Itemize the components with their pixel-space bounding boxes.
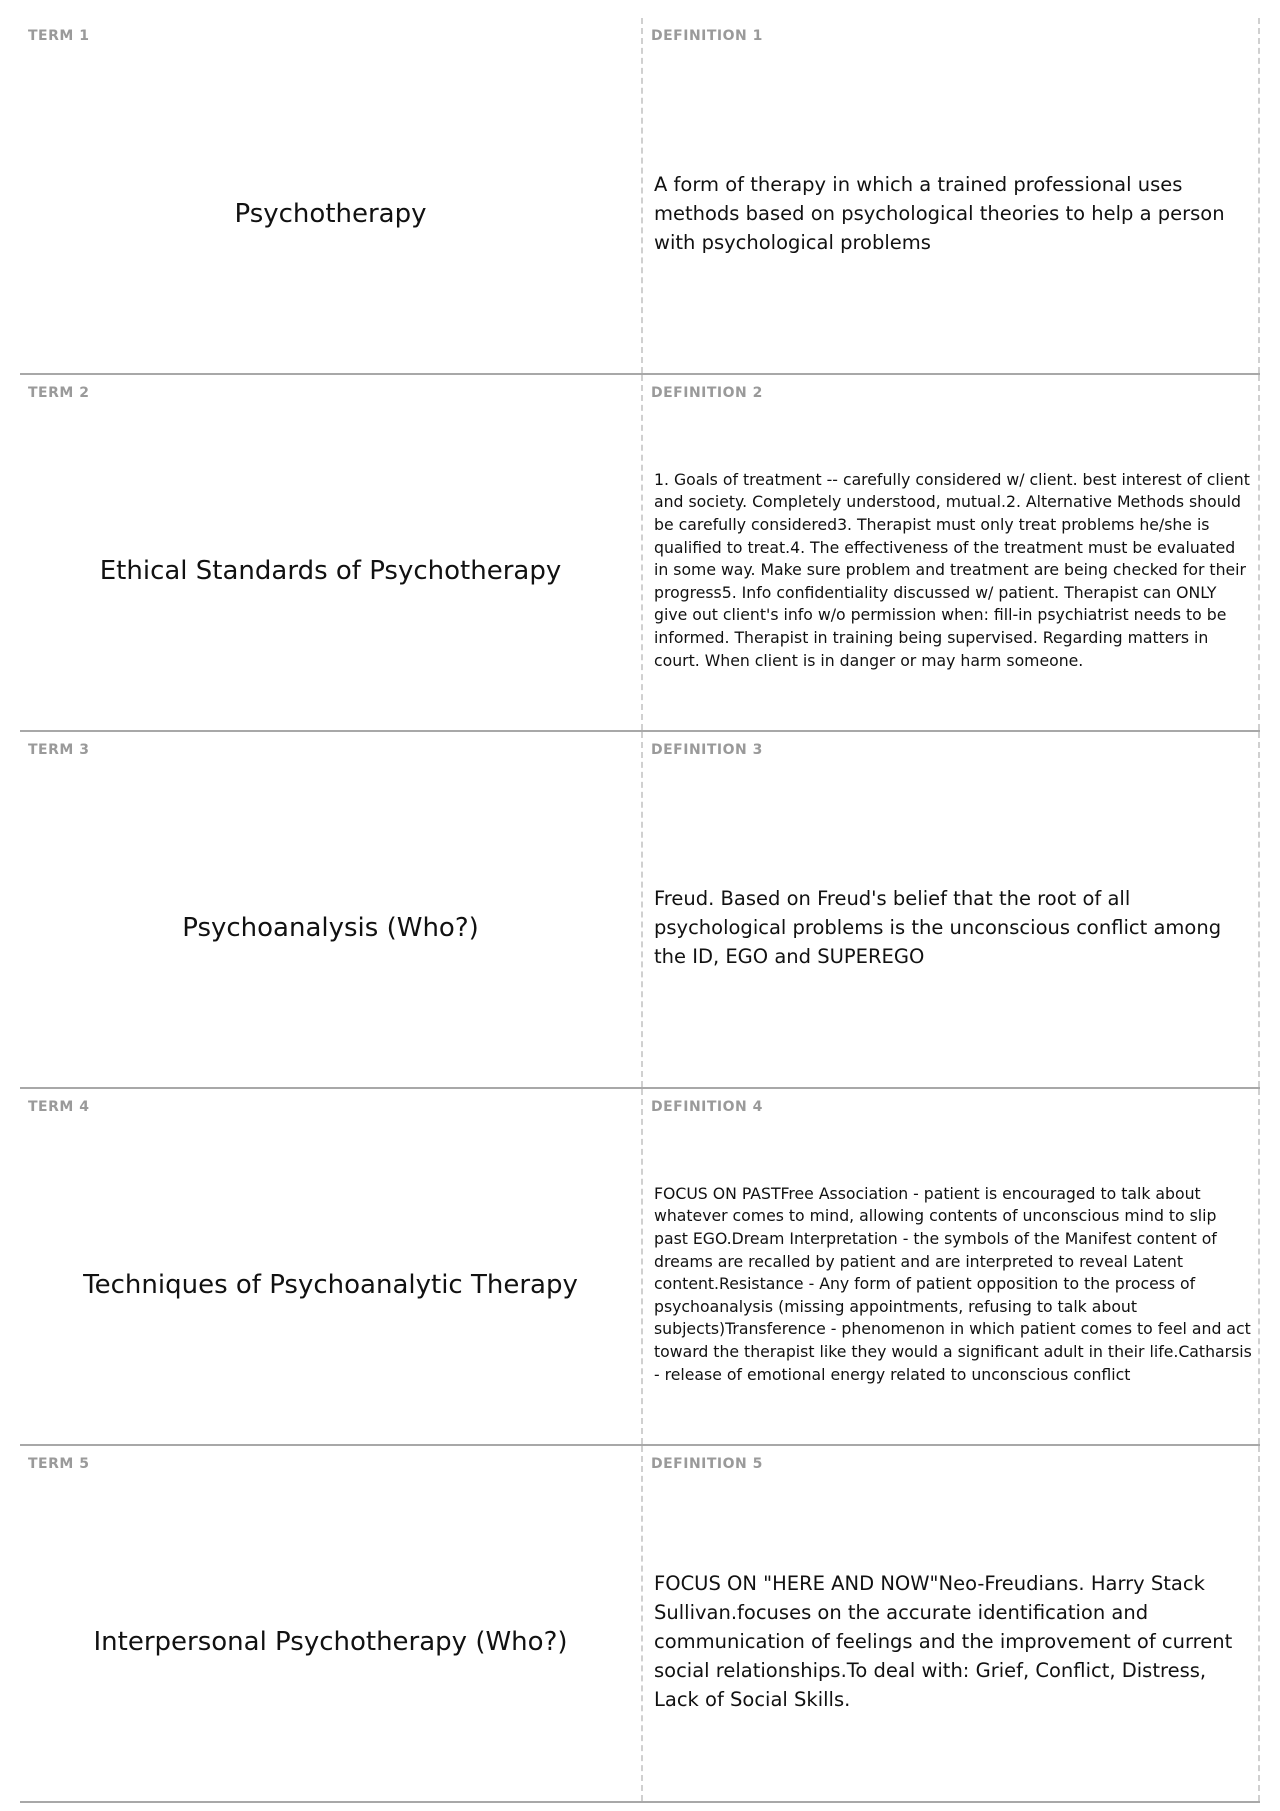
definition-label-4: DEFINITION 4	[651, 1099, 763, 1115]
definition-text-3	[654, 768, 1252, 1087]
term-text-1: Psychotherapy	[234, 198, 427, 229]
definition-label-5: DEFINITION 5	[651, 1456, 763, 1472]
definition-cell-4	[643, 1089, 1260, 1444]
definition-content-3: Freud. Based on Freud's belief that the root of all psychological problems is the unconscious conflict among the ID, EGO and SUPEREGO	[654, 887, 1222, 968]
flashcard-row-5	[20, 1446, 1260, 1803]
definition-cell-5	[643, 1446, 1260, 1801]
definition-text-2	[654, 411, 1252, 730]
definition-label-3: DEFINITION 3	[651, 742, 763, 758]
definition-cell-3	[643, 732, 1260, 1087]
definition-content-5: FOCUS ON "HERE AND NOW"Neo-Freudians. Harry Stack Sullivan.focuses on the accurate identification and communication of feelings and the improvement of current social relationships.To deal with: Grief, Conflict, Distress, Lack of Social Skills.	[654, 1572, 1233, 1711]
definition-label-1: DEFINITION 1	[651, 28, 763, 44]
flashcard-row-2	[20, 375, 1260, 732]
definition-content-4: FOCUS ON PASTFree Association - patient is encouraged to talk about whatever comes to mind, allowing contents of unconscious mind to slip past EGO.Dream Interpretation - the symbols of the Manifest content of dreams are recalled by patient and are interpreted to reveal Latent content.Resistance - Any form of patient opposition to the process of psychoanalysis (missing appointments, refusing to talk about subjects)Transference - phenomenon in which patient comes to feel and act toward the therapist like they would a significant adult in their life.Catharsis - release of emotional energy related to unconscious conflict	[654, 1183, 1252, 1384]
term-cell-5	[20, 1446, 643, 1801]
definition-content-2: 1. Goals of treatment -- carefully considered w/ client. best interest of client and society. Completely understood, mutual.2. Alternative Methods should be carefully considered3. Therapist must only treat problems he/she is qualified to treat.4. The effectiveness of the treatment must be evaluated in some way. Make sure problem and treatment are being checked for their progress5. Info confidentiality discussed w/ patient. Therapist can ONLY give out client's info w/o permission when: fill-in psychiatrist needs to be informed. Therapist in training being supervised. Regarding matters in court. When client is in danger or may harm someone.	[654, 469, 1250, 670]
definition-cell-1	[643, 18, 1260, 373]
flashcard-row-1	[20, 18, 1260, 375]
term-label-4: TERM 4	[28, 1099, 90, 1115]
definition-text-4	[654, 1125, 1252, 1444]
term-cell-3	[20, 732, 643, 1087]
term-text-5: Interpersonal Psychotherapy (Who?)	[93, 1626, 568, 1657]
term-cell-2	[20, 375, 643, 730]
flashcard-row-3	[20, 732, 1260, 1089]
term-label-2: TERM 2	[28, 385, 90, 401]
term-label-3: TERM 3	[28, 742, 90, 758]
term-label-5: TERM 5	[28, 1456, 90, 1472]
flashcard-row-4	[20, 1089, 1260, 1446]
term-cell-4	[20, 1089, 643, 1444]
term-cell-1	[20, 18, 643, 373]
term-text-4: Techniques of Psychoanalytic Therapy	[83, 1269, 578, 1300]
definition-text-5	[654, 1482, 1252, 1801]
definition-text-1	[654, 54, 1252, 373]
term-text-2: Ethical Standards of Psychotherapy	[99, 555, 562, 586]
definition-label-2: DEFINITION 2	[651, 385, 763, 401]
term-label-1: TERM 1	[28, 28, 90, 44]
definition-content-1: A form of therapy in which a trained professional uses methods based on psychological theories to help a person with psychological problems	[654, 173, 1225, 254]
term-text-3: Psychoanalysis (Who?)	[182, 912, 479, 943]
definition-cell-2	[643, 375, 1260, 730]
